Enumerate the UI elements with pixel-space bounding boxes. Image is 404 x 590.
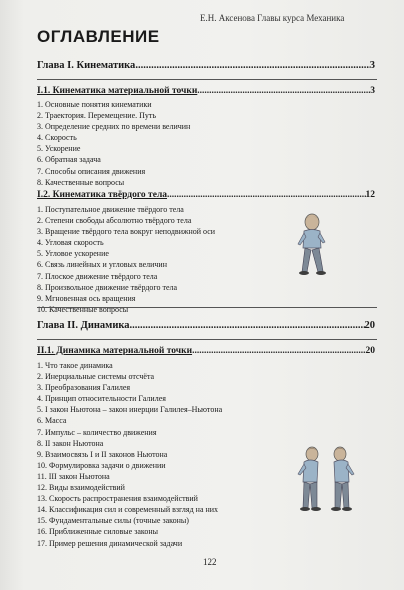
section-1-label: I.1. Кинематика материальной точки (37, 86, 198, 96)
list-item: 14. Классификация сил и современный взгляд на них (37, 505, 219, 515)
section-1-leader (197, 86, 370, 96)
two-men-facing-illustration (290, 444, 362, 514)
separator-line (37, 79, 377, 80)
list-item: 4. Принцип относительности Галилея (37, 394, 166, 404)
list-item: 16. Приближенные силовые законы (37, 527, 159, 537)
list-item: 3. Определение средних по времени величин (37, 122, 191, 132)
list-item: 5. I закон Ньютона – закон инерции Галилея–Ньютона (37, 405, 223, 415)
list-item: 8. II закон Ньютона (37, 438, 104, 448)
list-item: 17. Пример решения динамической задачи (37, 538, 183, 548)
walking-man-illustration (292, 212, 332, 278)
list-item: 1. Что такое динамика (37, 361, 113, 370)
chapter-1-label: Глава I. Кинематика (37, 60, 136, 71)
separator-line (37, 307, 377, 308)
list-item: 7. Способы описания движения (37, 166, 146, 176)
list-item: 9. Взаимосвязь I и II законов Ньютона (37, 449, 168, 459)
chapter-2-page: 20 (364, 320, 375, 331)
list-item: 8. Произвольное движение твёрдого тела (37, 282, 178, 292)
section-1-list (37, 99, 190, 188)
chapter-2-label: Глава II. Динамика (37, 320, 130, 331)
chapter-1-entry[interactable] (37, 60, 375, 71)
section-2-list (37, 204, 215, 315)
list-item: 5. Ускорение (37, 144, 81, 154)
list-item: 10. Качественные вопросы (37, 304, 129, 314)
section-3-page: 20 (365, 346, 375, 356)
page-title: ОГЛАВЛЕНИЕ (37, 27, 160, 46)
list-item: 5. Угловое ускорение (37, 249, 109, 259)
chapter-2-leader (130, 320, 365, 331)
list-item: 3. Вращение твёрдого тела вокруг неподвижной оси (37, 227, 216, 237)
section-1-page: 3 (370, 86, 375, 96)
list-item: 2. Степени свободы абсолютно твёрдого тела (37, 216, 192, 226)
list-item: 12. Виды взаимодействий (37, 483, 125, 493)
section-2-page: 12 (365, 190, 375, 200)
list-item: 6. Масса (37, 416, 67, 426)
chapter-1-page: 3 (369, 60, 375, 71)
list-item: 6. Обратная задача (37, 155, 101, 165)
list-item: 7. Импульс – количество движения (37, 427, 157, 437)
list-item: 4. Угловая скорость (37, 238, 104, 248)
list-item: 9. Мгновенная ось вращения (37, 293, 136, 303)
list-item: 11. III закон Ньютона (37, 471, 110, 481)
separator-line (37, 339, 377, 340)
section-3-entry[interactable] (37, 346, 375, 356)
section-3-label: II.1. Динамика материальной точки (37, 346, 193, 356)
section-3-leader (192, 346, 365, 356)
section-2-entry[interactable] (37, 190, 375, 200)
list-item: 8. Качественные вопросы (37, 177, 125, 187)
section-3-list (37, 360, 222, 549)
list-item: 15. Фундаментальные силы (точные законы) (37, 516, 189, 526)
page-number: 122 (203, 557, 217, 567)
list-item: 2. Траектория. Перемещение. Путь (37, 111, 157, 121)
list-item: 1. Поступательное движение твёрдого тела (37, 205, 184, 214)
list-item: 3. Преобразования Галилея (37, 383, 131, 393)
list-item: 2. Инерциальные системы отсчёта (37, 372, 155, 382)
section-2-label: I.2. Кинематика твёрдого тела (37, 190, 168, 200)
list-item: 4. Скорость (37, 133, 77, 143)
list-item: 10. Формулировка задачи о движении (37, 460, 166, 470)
list-item: 6. Связь линейных и угловых величин (37, 260, 167, 270)
section-2-leader (167, 190, 365, 200)
chapter-2-entry[interactable] (37, 320, 375, 331)
list-item: 13. Скорость распространения взаимодействий (37, 494, 198, 504)
list-item: 7. Плоское движение твёрдого тела (37, 271, 158, 281)
section-1-entry[interactable] (37, 86, 375, 96)
chapter-1-leader (135, 60, 369, 71)
running-header: Е.Н. Аксенова Главы курса Механика (200, 13, 345, 23)
list-item: 1. Основные понятия кинематики (37, 100, 152, 109)
